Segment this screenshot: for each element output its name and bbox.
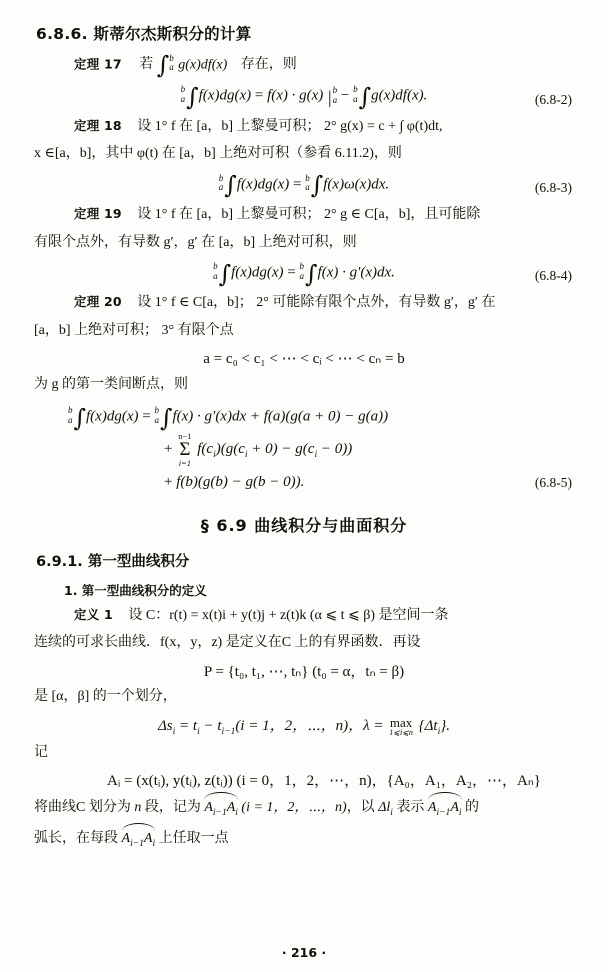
integral-sign-icon: ∫ <box>358 82 372 111</box>
definition-1-line5: 将曲线C 划分为 n 段，记为 $A_{i-1}A_i$ (i = 1，2，⋯，n)，以 $\Delta l_i$ 表示 $A_{i-1}A_i$ 的 <box>34 795 574 821</box>
section-heading-6-9: § 6.9 曲线积分与曲面积分 <box>200 515 408 535</box>
theorem-17-text-before: 若 <box>139 57 154 73</box>
eq5-limits: b a <box>68 405 73 425</box>
theorem-20-line1 <box>34 292 574 315</box>
max-operator-icon: max 1⩽i⩽n <box>389 714 413 737</box>
integral-limits: b a <box>169 53 174 73</box>
definition-1-label: 定义 1 <box>74 606 113 622</box>
theorem-19-label: 定理 19 <box>74 205 122 221</box>
theorem-20-line2: [a，b] 上绝对可积； 3° 有限个点 <box>34 322 234 338</box>
theorem-19-line2: 有限个点外，有导数 g′，g′ 在 [a，b] 上绝对可积，则 <box>34 234 357 250</box>
theorem-20-points: a = c₀ < c₁ < ⋯ < cᵢ < ⋯ < cₙ = b <box>203 350 405 367</box>
theorem-18-label: 定理 18 <box>74 117 122 133</box>
definition-1-line1 <box>34 605 574 628</box>
integral-sign-icon: ∫ <box>218 259 232 288</box>
theorem-20-label: 定理 20 <box>74 294 122 310</box>
theorem-20-line3: 为 g 的第一类间断点，则 <box>34 376 188 392</box>
theorem-18-line2: x ∈[a，b]，其中 φ(t) 在 [a，b] 上绝对可积（参看 6.11.2)，则 <box>34 146 402 162</box>
eq3-limits: b a <box>213 261 218 281</box>
theorem-18-text1: 设 1° f 在 [a，b] 上黎曼可积； 2° g(x) = c + ∫ φ(t)dt, <box>137 118 443 134</box>
integral-sign-icon: ∫ <box>159 403 173 432</box>
equation-6-8-3-row <box>34 171 574 200</box>
definition-1-line3: 是 [α，β] 的一个划分， <box>34 688 177 704</box>
section-heading-6-9-1: 6.9.1. 第一型曲线积分 <box>36 553 190 570</box>
definition-1-line6: 弧长，在每段 $A_{i-1}A_i$ 上任取一点 <box>34 826 574 852</box>
partition-equation: P = {t₀, t₁, ⋯, tₙ} (t₀ = α，tₙ = β) <box>203 663 405 680</box>
equation-6-8-4-row <box>34 259 574 288</box>
integral-sign-icon: ∫ <box>310 171 324 200</box>
definition-1-line2: 连续的可求长曲线．f(x，y，z) 是定义在C 上的有界函数．再设 <box>34 635 421 651</box>
theorem-17-integrand: g(x)df(x) <box>178 57 228 73</box>
theorem-17-label: 定理 17 <box>74 56 122 72</box>
theorem-17-statement <box>34 51 574 80</box>
equation-6-8-5-line1: b a ∫f(x)dg(x) = b a ∫f(x) · g′(x)dx + f(a)(g(a + 0) − g(a)) <box>68 403 389 432</box>
integral-sign-icon: ∫ <box>186 82 199 111</box>
section-heading-6-8-6: 6.8.6. 斯蒂尔杰斯积分的计算 <box>36 25 252 43</box>
item-heading-1: 1. 第一型曲线积分的定义 <box>64 582 207 598</box>
definition-1-text1: 设 C：r(t) = x(t)i + y(t)j + z(t)k (α ⩽ t ⩽ β) 是空间一条 <box>128 607 449 623</box>
equation-number-6-8-2: (6.8-2) <box>534 91 572 107</box>
theorem-20-text1: 设 1° f ∈ C[a，b]； 2° 可能除有限个点外，有导数 g′，g′ 在 <box>137 295 496 311</box>
points-a-equation: Aᵢ = (x(tᵢ), y(tᵢ), z(tᵢ)) (i = 0，1，2，⋯，n)，{A₀，A₁，A₂，⋯，Aₙ} <box>107 773 541 790</box>
eq2-limits: b a <box>218 172 224 193</box>
equation-6-8-2-row <box>34 82 574 111</box>
integral-sign-icon: ∫ <box>156 51 170 80</box>
theorem-18-line1 <box>34 116 574 139</box>
equation-6-8-5-line3: + f(b)(g(b) − g(b − 0)). <box>164 473 305 490</box>
arc-notation: $A_{i-1}A_i$ <box>428 795 462 821</box>
integral-sign-icon: ∫ <box>305 259 318 288</box>
eq1-limits: b a <box>180 84 186 104</box>
arc-notation: $A_{i-1}A_i$ <box>122 826 156 852</box>
theorem-19-text1: 设 1° f 在 [a，b] 上黎曼可积； 2° g ∈ C[a，b]，且可能除 <box>137 206 481 222</box>
eq1-limits2: b a <box>353 84 358 104</box>
equation-6-8-5-row <box>34 403 574 490</box>
equation-6-8-2: b a ∫f(x)dg(x) = f(x) · g(x) | b a − b a ∫g(x)df(x). <box>180 82 428 111</box>
equation-6-8-3: b a ∫f(x)dg(x) = b a ∫f(x)ω(x)dx. <box>218 171 390 200</box>
eq1-bar-limits: b a <box>332 85 338 105</box>
theorem-19-line1 <box>34 204 574 227</box>
delta-equation: $\Delta s_i = t_i - t_{i-1}(i = 1$，2，⋯，n)，λ = max 1⩽i⩽n $\{\Delta t_i\}$. <box>157 714 450 737</box>
page-number: · 216 · <box>281 945 327 960</box>
eq2-limits2: b a <box>305 172 310 193</box>
equation-6-8-5 <box>34 403 574 490</box>
equation-6-8-4: b a ∫f(x)dg(x) = b a ∫f(x) · g′(x)dx. <box>213 259 395 288</box>
arc-notation: $A_{i-1}A_i$ <box>204 795 238 821</box>
definition-1-line4: 记 <box>34 744 48 760</box>
integral-sign-icon: ∫ <box>73 403 87 432</box>
equation-number-6-8-5: (6.8-5) <box>534 474 572 490</box>
eq5-limits2: b a <box>154 405 159 425</box>
integral-sign-icon: ∫ <box>224 171 237 200</box>
equation-number-6-8-3: (6.8-3) <box>534 179 572 195</box>
theorem-17-text-after: 存在，则 <box>240 57 297 73</box>
equation-6-8-5-line2: + n−1 Σ i=1 $f(c_i)(g(c_i + 0) - g(c_i - 0))$ <box>164 431 353 469</box>
eq3-limits2: b a <box>299 261 305 281</box>
evaluation-bar-icon: | <box>328 86 332 107</box>
summation-icon: n−1 Σ i=1 <box>178 431 192 469</box>
equation-number-6-8-4: (6.8-4) <box>534 268 572 284</box>
